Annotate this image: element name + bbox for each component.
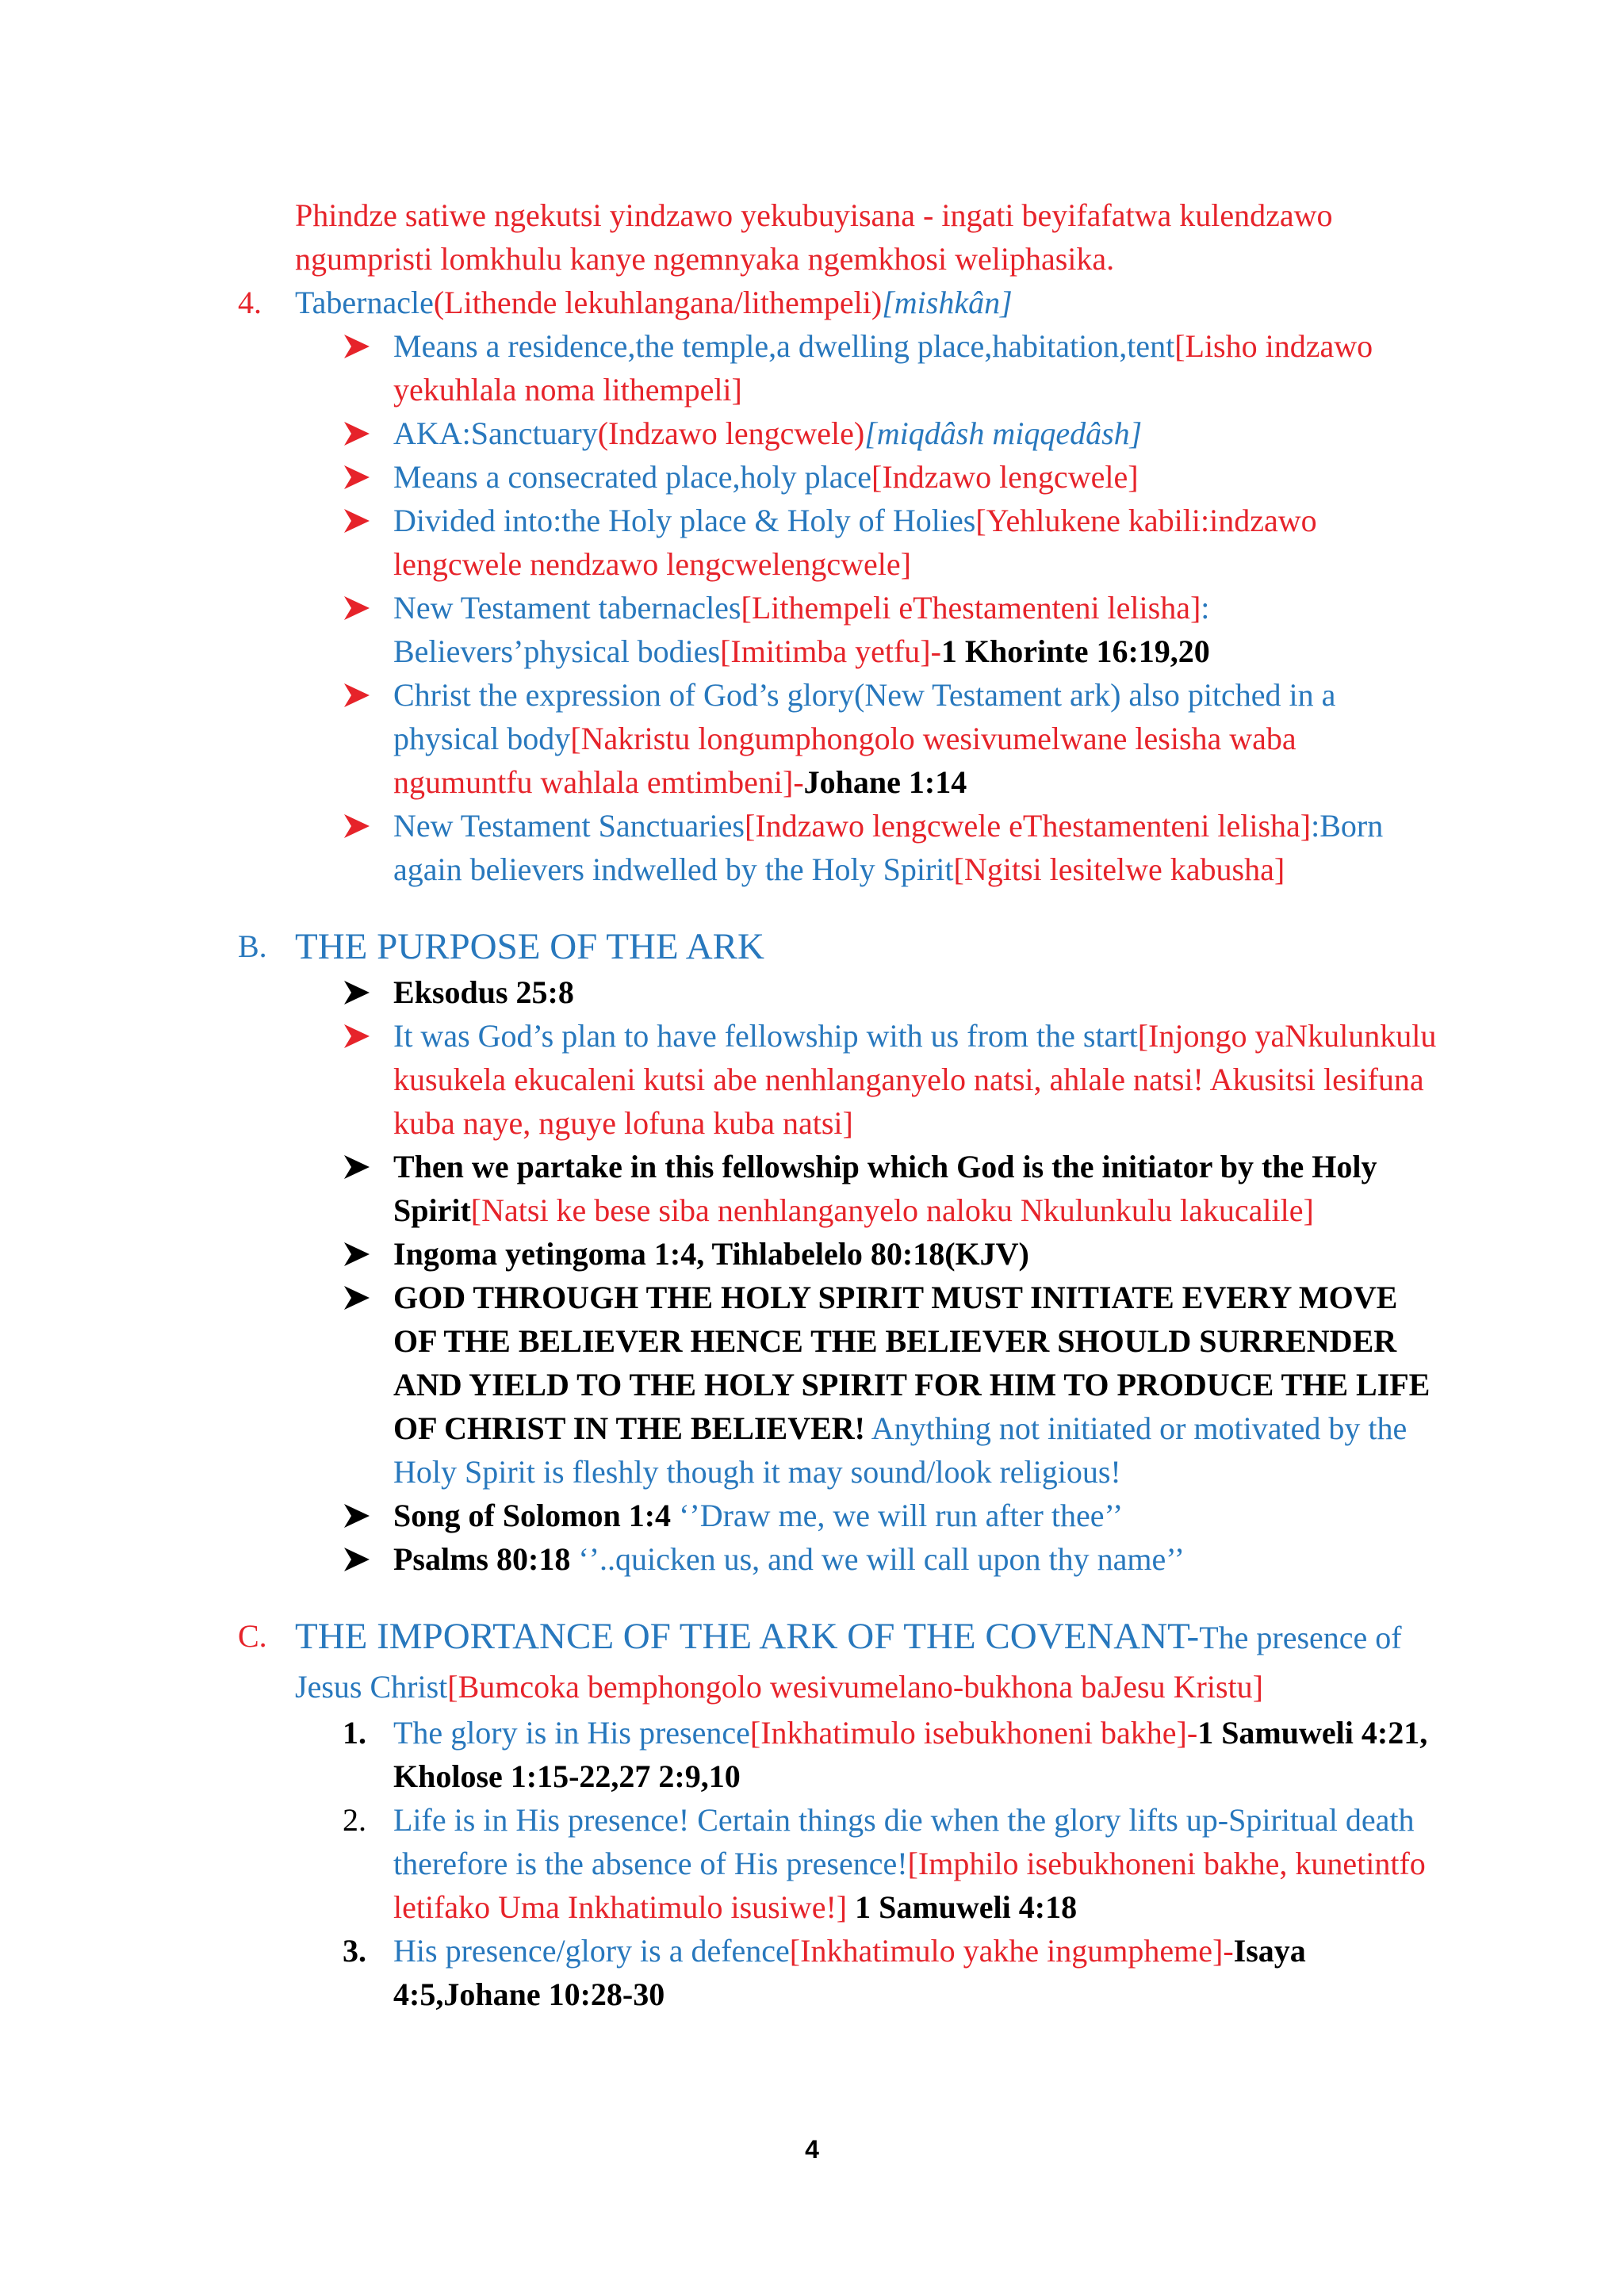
bullet-text: New Testament Sanctuaries	[393, 808, 745, 844]
bullet-text-continued: :Born again believers indwelled by the Holy Spirit	[393, 808, 1384, 887]
section-letter: B.	[238, 928, 267, 964]
intro-paragraph: Phindze satiwe ngekutsi yindzawo yekubuyisana - ingati beyifafatwa kulendzawo ngumpristi lomkhulu kanye ngemnyaka ngemkhosi weliphasika.	[295, 197, 1333, 277]
bullet-text: Means a residence,the temple,a dwelling place,habitation,tent	[393, 328, 1175, 364]
arrowhead-bullet-icon	[343, 1276, 374, 1319]
bullet-text: Christ the expression of God’s glory(New Testament ark) also pitched in a physical body	[393, 677, 1336, 756]
list-item	[393, 673, 1443, 804]
bullet-text: New Testament tabernacles	[393, 590, 741, 626]
list-item	[393, 499, 1443, 586]
item-translation: [Inkhatimulo isebukhoneni bakhe]-	[749, 1715, 1198, 1751]
scripture-quote: ‘’..quicken us, and we will call upon thy name’’	[570, 1541, 1185, 1577]
item-4-heading	[238, 281, 1443, 324]
bullet-text: It was God’s plan to have fellowship with us from the start	[393, 1018, 1138, 1054]
section-letter: C.	[238, 1618, 267, 1654]
item-title: Tabernacle	[295, 285, 434, 320]
arrowhead-bullet-icon	[343, 1494, 374, 1537]
scripture-reference: 1 Khorinte 16:19,20	[940, 633, 1210, 669]
page-content	[238, 193, 1443, 2016]
list-item	[343, 1798, 1443, 1929]
bullet-translation: (Indzawo lengcwele)	[597, 415, 865, 451]
bullet-text: AKA:Sanctuary	[393, 415, 598, 451]
scripture-reference: 1 Samuweli 4:21, Kholose 1:15-22,27 2:9,10	[393, 1715, 1428, 1794]
section-b-heading	[238, 923, 1443, 970]
section-title: THE IMPORTANCE OF THE ARK OF THE COVENANT-	[295, 1616, 1200, 1657]
bullet-translation: [Lithempeli eThestamenteni lelisha]	[741, 590, 1201, 626]
arrowhead-bullet-icon	[343, 1014, 374, 1058]
arrowhead-bullet-icon	[343, 324, 374, 368]
bullet-translation: [Injongo yaNkulunkulu kusukela ekucaleni kutsi abe nenhlanganyelo natsi, ahlale natsi! Akusitsi lesifuna kuba naye, nguye lofuna kuba natsi]	[393, 1018, 1437, 1141]
scripture-reference: Isaya 4:5,Johane 10:28-30	[393, 1933, 1306, 2012]
bullet-text: Means a consecrated place,holy place	[393, 459, 872, 495]
list-number: 1.	[343, 1715, 366, 1751]
list-item	[393, 1145, 1443, 1232]
bullet-translation: [Yehlukene kabili:indzawo lengcwele nendzawo lengcwelengcwele]	[393, 503, 1317, 582]
scripture-reference: Psalms 80:18	[393, 1541, 571, 1577]
list-item	[393, 455, 1443, 499]
bullet-translation-continued: [Ngitsi lesitelwe kabusha]	[953, 851, 1285, 887]
item-text: The glory is in His presence	[393, 1715, 750, 1751]
item-hebrew-term: [mishkân]	[882, 285, 1013, 320]
list-item	[393, 1537, 1443, 1581]
bullet-text: Divided into:the Holy place & Holy of Holies	[393, 503, 976, 538]
scripture-reference: Song of Solomon 1:4	[393, 1498, 672, 1533]
scripture-reference: 1 Samuweli 4:18	[847, 1889, 1078, 1925]
arrowhead-bullet-icon	[343, 1537, 374, 1581]
arrowhead-bullet-icon	[343, 970, 374, 1014]
bullet-translation: [Natsi ke bese siba nenhlanganyelo naloku Nkulunkulu lakucalile]	[470, 1192, 1314, 1228]
bullet-bold-text: GOD THROUGH THE HOLY SPIRIT MUST INITIATE EVERY MOVE OF THE BELIEVER HENCE THE BELIEVER SHOULD SURRENDER AND YIELD TO THE HOLY SPIRIT FOR HIM TO PRODUCE THE LIFE OF CHRIST IN THE BELIEVER!	[393, 1280, 1431, 1446]
list-item	[393, 1014, 1443, 1145]
list-item	[393, 1276, 1443, 1494]
bullet-bold-text: Then we partake in this fellowship which God is the initiator by the Holy Spirit	[393, 1149, 1377, 1228]
arrowhead-bullet-icon	[343, 411, 374, 455]
bullet-text: Anything not initiated or motivated by the Holy Spirit is fleshly though it may sound/look religious!	[393, 1410, 1408, 1490]
list-item	[343, 1711, 1443, 1798]
item-translation: [Inkhatimulo yakhe ingumpheme]-	[789, 1933, 1234, 1969]
scripture-reference: Johane 1:14	[803, 764, 967, 800]
list-item	[393, 1494, 1443, 1537]
arrowhead-bullet-icon	[343, 499, 374, 542]
scripture-reference: Eksodus 25:8	[393, 974, 574, 1010]
arrowhead-bullet-icon	[343, 1232, 374, 1276]
page-number: 4	[805, 2135, 819, 2164]
list-item	[393, 1232, 1443, 1276]
section-subtitle: The presence of Jesus Christ	[295, 1620, 1402, 1705]
bullet-text-continued: : Believers’physical bodies	[393, 590, 1210, 669]
arrowhead-bullet-icon	[343, 586, 374, 629]
arrowhead-bullet-icon	[343, 804, 374, 848]
list-item	[393, 411, 1443, 455]
arrowhead-bullet-icon	[343, 455, 374, 499]
item-text: His presence/glory is a defence	[393, 1933, 790, 1969]
arrowhead-bullet-icon	[343, 673, 374, 717]
bullet-hebrew-term: [miqdâsh miqqedâsh]	[864, 415, 1143, 451]
bullet-translation: [Indzawo lengcwele]	[871, 459, 1139, 495]
list-number: 3.	[343, 1933, 366, 1969]
bullet-translation: [Nakristu longumphongolo wesivumelwane lesisha waba ngumuntfu wahlala emtimbeni]-	[393, 721, 1297, 800]
bullet-translation: [Lisho indzawo yekuhlala noma lithempeli]	[393, 328, 1373, 408]
section-c-heading	[238, 1613, 1443, 1711]
scripture-quote: ‘’Draw me, we will run after thee’’	[671, 1498, 1124, 1533]
list-item	[393, 804, 1443, 891]
arrowhead-bullet-icon	[343, 1145, 374, 1188]
bullet-translation-continued: [Imitimba yetfu]-	[720, 633, 941, 669]
list-item	[343, 1929, 1443, 2016]
item-number: 4.	[238, 285, 262, 320]
item-text: Life is in His presence! Certain things die when the glory lifts up-Spiritual death therefore is the absence of His presence!	[393, 1802, 1415, 1881]
item-title-translation: (Lithende lekuhlangana/lithempeli)	[433, 285, 883, 320]
section-subtitle-translation: [Bumcoka bemphongolo wesivumelano-bukhona baJesu Kristu]	[447, 1669, 1263, 1705]
list-item	[393, 586, 1443, 673]
item-translation: [Imphilo isebukhoneni bakhe, kunetintfo letifako Uma Inkhatimulo isusiwe!]	[393, 1846, 1426, 1925]
list-item	[393, 324, 1443, 411]
list-item	[393, 970, 1443, 1014]
scripture-reference: Ingoma yetingoma 1:4, Tihlabelelo 80:18(KJV)	[393, 1236, 1029, 1272]
list-number: 2.	[343, 1802, 366, 1838]
section-title: THE PURPOSE OF THE ARK	[295, 926, 764, 967]
bullet-translation: [Indzawo lengcwele eThestamenteni lelisha]	[745, 808, 1312, 844]
